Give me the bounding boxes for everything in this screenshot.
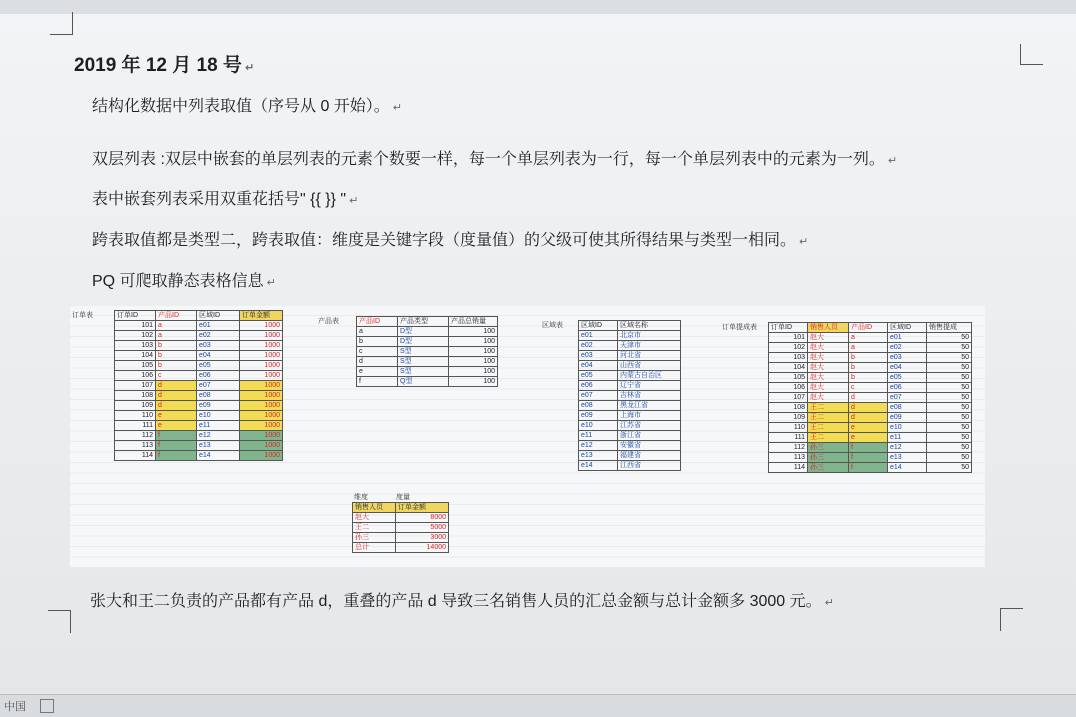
table-cell[interactable]: e09 [888,413,927,423]
table-cell[interactable]: 赵大 [808,393,849,403]
table-row [579,331,681,341]
table-cell[interactable]: 50 [927,403,972,413]
table-cell[interactable]: 110 [115,411,156,421]
table-cell[interactable]: 112 [769,443,808,453]
table-cell[interactable]: 100 [449,367,498,377]
table-row [769,423,972,433]
table-row [353,523,449,533]
table-row [769,443,972,453]
table-cell[interactable]: 103 [769,353,808,363]
table-cell[interactable]: b [849,373,888,383]
page-corner-mark [50,12,73,35]
doc-date[interactable]: 2019 年 12 月 18 号 ↵ [74,55,255,76]
table-row [579,411,681,421]
table-row [769,383,972,393]
table-row [579,371,681,381]
table-row [357,347,498,357]
table-cell[interactable]: e13 [197,441,240,451]
table-cell[interactable]: 103 [115,341,156,351]
table-cell[interactable]: 1000 [240,331,283,341]
table-cell[interactable]: d [156,391,197,401]
table-cell[interactable]: a [156,331,197,341]
table-cell[interactable]: 101 [115,321,156,331]
column-header[interactable]: 订单金额 [240,311,283,321]
paragraph-4[interactable]: 跨表取值都是类型二，跨表取值：维度是关键字段（度量值）的父级可使其所得结果与类型一相同。 ↵ [92,232,809,249]
table-cell[interactable]: 孙三 [808,463,849,473]
column-header[interactable]: 销售人员 [808,323,849,333]
layout-icon[interactable] [40,699,54,713]
table-cell[interactable]: f [849,453,888,463]
table-cell[interactable]: b [849,353,888,363]
table-cell[interactable]: 112 [115,431,156,441]
table-cell[interactable]: b [357,337,398,347]
table-cell[interactable]: e [357,367,398,377]
table-cell[interactable]: 106 [769,383,808,393]
table-row [115,381,283,391]
table-cell[interactable]: d [357,357,398,367]
order-table-label: 订单表 [72,312,93,319]
table-cell[interactable]: 黑龙江省 [618,401,681,411]
table-cell[interactable]: 江西省 [618,461,681,471]
table-cell[interactable]: 王二 [808,403,849,413]
table-cell[interactable]: 河北省 [618,351,681,361]
table-cell[interactable]: 50 [927,343,972,353]
table-cell[interactable]: 赵大 [353,513,396,523]
table-cell[interactable]: 孙三 [353,533,396,543]
table-cell[interactable]: 吉林省 [618,391,681,401]
table-row [115,351,283,361]
table-row [115,411,283,421]
paragraph-2[interactable]: 双层列表 :双层中嵌套的单层列表的元素个数要一样，每一个单层列表为一行，每一个单层列表中的元素为一列。 ↵ [92,151,898,168]
table-header-row [357,317,498,327]
table-row [115,451,283,461]
table-cell[interactable]: e05 [197,361,240,371]
table-cell[interactable]: a [357,327,398,337]
table-cell[interactable]: 100 [449,357,498,367]
table-cell[interactable]: e08 [197,391,240,401]
table-cell[interactable]: 王二 [808,413,849,423]
table-cell[interactable]: 赵大 [808,363,849,373]
page-corner-mark [1020,44,1043,65]
paragraph-5[interactable]: PQ 可爬取静态表格信息 ↵ [92,273,276,290]
table-cell[interactable]: 总计 [353,543,396,553]
table-cell[interactable]: 104 [769,363,808,373]
table-row [115,321,283,331]
table-cell[interactable]: 5000 [396,523,449,533]
table-cell[interactable]: 111 [115,421,156,431]
table-cell[interactable]: 3000 [396,533,449,543]
status-bar [0,694,1076,717]
table-row [769,363,972,373]
table-cell[interactable]: 赵大 [808,343,849,353]
table-cell[interactable]: e06 [197,371,240,381]
table-cell[interactable]: 50 [927,413,972,423]
table-cell[interactable]: 1000 [240,341,283,351]
table-cell[interactable]: f [156,451,197,461]
table-cell[interactable]: 王二 [808,423,849,433]
column-header[interactable]: 订单金额 [396,503,449,513]
table-cell[interactable]: 50 [927,443,972,453]
column-header[interactable]: 产品ID [849,323,888,333]
table-row [579,341,681,351]
table-cell[interactable]: 赵大 [808,333,849,343]
table-cell[interactable]: b [156,341,197,351]
page-corner-mark [1000,608,1023,631]
table-row [769,463,972,473]
table-cell[interactable]: a [849,333,888,343]
table-cell[interactable]: f [849,463,888,473]
table-row [115,331,283,341]
table-cell[interactable]: 102 [115,331,156,341]
table-cell[interactable]: c [849,383,888,393]
table-header-row [115,311,283,321]
table-cell[interactable]: S型 [398,357,449,367]
table-row [353,543,449,553]
table-cell[interactable]: e12 [579,441,618,451]
table-cell[interactable]: e10 [197,411,240,421]
table-cell[interactable]: 50 [927,433,972,443]
table-cell[interactable]: e02 [579,341,618,351]
table-cell[interactable]: d [156,381,197,391]
table-cell[interactable]: f [156,441,197,451]
table-cell[interactable]: 110 [769,423,808,433]
table-cell[interactable]: b [156,351,197,361]
table-cell[interactable]: e04 [579,361,618,371]
table-cell[interactable]: D型 [398,337,449,347]
column-header[interactable]: 销售提成 [927,323,972,333]
table-cell[interactable]: 107 [769,393,808,403]
pivot-measure-label: 度量 [396,494,410,501]
table-cell[interactable]: e03 [197,341,240,351]
table-cell[interactable]: a [849,343,888,353]
table-cell[interactable]: 内蒙古自治区 [618,371,681,381]
column-header[interactable]: 订单ID [115,311,156,321]
table-cell[interactable]: 105 [769,373,808,383]
table-cell[interactable]: 浙江省 [618,431,681,441]
column-header[interactable]: 区域ID [579,321,618,331]
table-row [353,513,449,523]
table-cell[interactable]: e03 [579,351,618,361]
table-cell[interactable]: e06 [888,383,927,393]
table-row [115,391,283,401]
table-cell[interactable]: e04 [888,363,927,373]
column-header[interactable]: 产品ID [357,317,398,327]
table-row [353,533,449,543]
table-row [357,377,498,387]
table-cell[interactable]: e [849,423,888,433]
table-cell[interactable]: f [156,431,197,441]
table-cell[interactable]: e13 [888,453,927,463]
table-cell[interactable]: e10 [888,423,927,433]
table-cell[interactable]: 孙三 [808,443,849,453]
table-cell[interactable]: 赵大 [808,383,849,393]
table-cell[interactable]: 104 [115,351,156,361]
paragraph-1[interactable]: 结构化数据中列表取值（序号从 0 开始）。 ↵ [92,98,403,115]
table-cell[interactable]: 1000 [240,431,283,441]
table-cell[interactable]: 50 [927,393,972,403]
table-cell[interactable]: 北京市 [618,331,681,341]
table-row [769,413,972,423]
table-header-row [769,323,972,333]
table-row [357,367,498,377]
table-cell[interactable]: 1000 [240,451,283,461]
table-row [579,431,681,441]
table-cell[interactable]: 王二 [353,523,396,533]
column-header[interactable]: 区域ID [888,323,927,333]
table-cell[interactable]: 108 [115,391,156,401]
table-cell[interactable]: 50 [927,463,972,473]
table-cell[interactable]: e01 [197,321,240,331]
column-header[interactable]: 产品总销量 [449,317,498,327]
table-cell[interactable]: 赵大 [808,373,849,383]
table-cell[interactable]: 1000 [240,441,283,451]
table-cell[interactable]: 106 [115,371,156,381]
table-cell[interactable]: Q型 [398,377,449,387]
table-row [769,353,972,363]
table-cell[interactable]: d [849,403,888,413]
page-corner-mark [48,610,71,633]
table-cell[interactable]: 109 [115,401,156,411]
table-cell[interactable]: 50 [927,453,972,463]
table-cell[interactable]: e [156,411,197,421]
table-cell[interactable]: e06 [579,381,618,391]
table-cell[interactable]: 107 [115,381,156,391]
table-cell[interactable]: D型 [398,327,449,337]
table-cell[interactable]: e12 [888,443,927,453]
table-cell[interactable]: 1000 [240,371,283,381]
column-header[interactable]: 产品类型 [398,317,449,327]
table-row [769,393,972,403]
product-table[interactable] [356,316,498,387]
region-table-label: 区域表 [542,322,563,329]
pivot-dimension-label: 维度 [354,494,368,501]
table-row [115,441,283,451]
table-cell[interactable]: d [849,413,888,423]
table-cell[interactable]: S型 [398,367,449,377]
status-language: 中国 [4,701,26,713]
table-cell[interactable]: e09 [579,411,618,421]
table-cell[interactable]: e01 [579,331,618,341]
table-row [579,461,681,471]
table-cell[interactable]: 1000 [240,411,283,421]
table-cell[interactable]: 114 [115,451,156,461]
table-cell[interactable]: 113 [115,441,156,451]
table-cell[interactable]: 王二 [808,433,849,443]
paragraph-3[interactable]: 表中嵌套列表采用双重花括号" {{ }} " ↵ [92,191,359,208]
order-table[interactable] [114,310,283,461]
table-cell[interactable]: 1000 [240,321,283,331]
table-cell[interactable]: 上海市 [618,411,681,421]
table-cell[interactable]: e07 [197,381,240,391]
table-cell[interactable]: b [849,363,888,373]
table-cell[interactable]: d [156,401,197,411]
table-cell[interactable]: 8000 [396,513,449,523]
table-cell[interactable]: 江苏省 [618,421,681,431]
sales-table-label: 订单提成表 [722,324,757,331]
table-row [579,421,681,431]
table-row [769,403,972,413]
table-row [579,381,681,391]
table-cell[interactable]: 111 [769,433,808,443]
table-cell[interactable]: 安徽省 [618,441,681,451]
table-cell[interactable]: 101 [769,333,808,343]
table-cell[interactable]: 赵大 [808,353,849,363]
table-cell[interactable]: f [357,377,398,387]
table-cell[interactable]: c [156,371,197,381]
table-cell[interactable]: e13 [579,451,618,461]
table-cell[interactable]: 109 [769,413,808,423]
table-cell[interactable]: e11 [888,433,927,443]
table-row [769,453,972,463]
table-row [115,341,283,351]
table-row [579,351,681,361]
table-header-row [353,503,449,513]
table-cell[interactable]: 天津市 [618,341,681,351]
table-cell[interactable]: 100 [449,377,498,387]
table-cell[interactable]: 50 [927,423,972,433]
table-cell[interactable]: e [156,421,197,431]
table-row [115,361,283,371]
table-row [579,451,681,461]
table-cell[interactable]: 1000 [240,381,283,391]
table-cell[interactable]: e [849,433,888,443]
table-row [769,343,972,353]
table-cell[interactable]: 1000 [240,361,283,371]
table-cell[interactable]: 50 [927,373,972,383]
product-table-label: 产品表 [318,318,339,325]
table-row [579,401,681,411]
table-cell[interactable]: e02 [888,343,927,353]
table-cell[interactable]: e05 [579,371,618,381]
table-cell[interactable]: e01 [888,333,927,343]
column-header[interactable]: 订单ID [769,323,808,333]
embedded-spreadsheet[interactable] [70,306,985,568]
table-cell[interactable]: 1000 [240,391,283,401]
table-row [769,333,972,343]
table-cell[interactable]: 山西省 [618,361,681,371]
table-cell[interactable]: 50 [927,363,972,373]
table-row [115,371,283,381]
table-cell[interactable]: e10 [579,421,618,431]
table-cell[interactable]: 114 [769,463,808,473]
table-cell[interactable]: 105 [115,361,156,371]
table-cell[interactable]: 50 [927,383,972,393]
pivot-table[interactable] [352,502,449,553]
table-cell[interactable]: 1000 [240,351,283,361]
table-row [115,431,283,441]
table-cell[interactable]: c [357,347,398,357]
table-row [579,361,681,371]
table-row [115,421,283,431]
column-header[interactable]: 销售人员 [353,503,396,513]
column-header[interactable]: 区域名称 [618,321,681,331]
table-cell[interactable]: e11 [579,431,618,441]
table-row [357,357,498,367]
table-cell[interactable]: 100 [449,337,498,347]
table-cell[interactable]: a [156,321,197,331]
table-header-row [579,321,681,331]
paragraph-bottom[interactable]: 张大和王二负责的产品都有产品 d，重叠的产品 d 导致三名销售人员的汇总金额与总计金额多 3000 元。 ↵ [90,593,834,610]
table-cell[interactable]: 100 [449,347,498,357]
table-cell[interactable]: 1000 [240,421,283,431]
table-cell[interactable]: S型 [398,347,449,357]
table-cell[interactable]: e08 [888,403,927,413]
table-row [579,391,681,401]
table-row [357,337,498,347]
table-row [357,327,498,337]
table-cell[interactable]: e05 [888,373,927,383]
table-cell[interactable]: b [156,361,197,371]
table-cell[interactable]: e02 [197,331,240,341]
table-cell[interactable]: e14 [888,463,927,473]
table-cell[interactable]: e11 [197,421,240,431]
table-cell[interactable]: e08 [579,401,618,411]
table-row [579,441,681,451]
table-cell[interactable]: 113 [769,453,808,463]
table-cell[interactable]: 100 [449,327,498,337]
table-cell[interactable]: e14 [197,451,240,461]
table-cell[interactable]: e03 [888,353,927,363]
table-row [769,373,972,383]
table-cell[interactable]: 辽宁省 [618,381,681,391]
table-cell[interactable]: 1000 [240,401,283,411]
table-row [769,433,972,443]
column-header[interactable]: 区域ID [197,311,240,321]
table-cell[interactable]: e14 [579,461,618,471]
table-cell[interactable]: e12 [197,431,240,441]
title-bar [0,0,1076,14]
region-table[interactable] [578,320,681,471]
sales-commission-table[interactable] [768,322,972,473]
table-row [115,401,283,411]
column-header[interactable]: 产品ID [156,311,197,321]
table-cell[interactable]: f [849,443,888,453]
table-cell[interactable]: e07 [579,391,618,401]
table-cell[interactable]: 50 [927,353,972,363]
table-cell[interactable]: 福建省 [618,451,681,461]
table-cell[interactable]: 孙三 [808,453,849,463]
table-cell[interactable]: 50 [927,333,972,343]
table-cell[interactable]: 102 [769,343,808,353]
table-cell[interactable]: d [849,393,888,403]
table-cell[interactable]: e04 [197,351,240,361]
table-cell[interactable]: e07 [888,393,927,403]
table-cell[interactable]: 108 [769,403,808,413]
table-cell[interactable]: e09 [197,401,240,411]
table-cell[interactable]: 14000 [396,543,449,553]
